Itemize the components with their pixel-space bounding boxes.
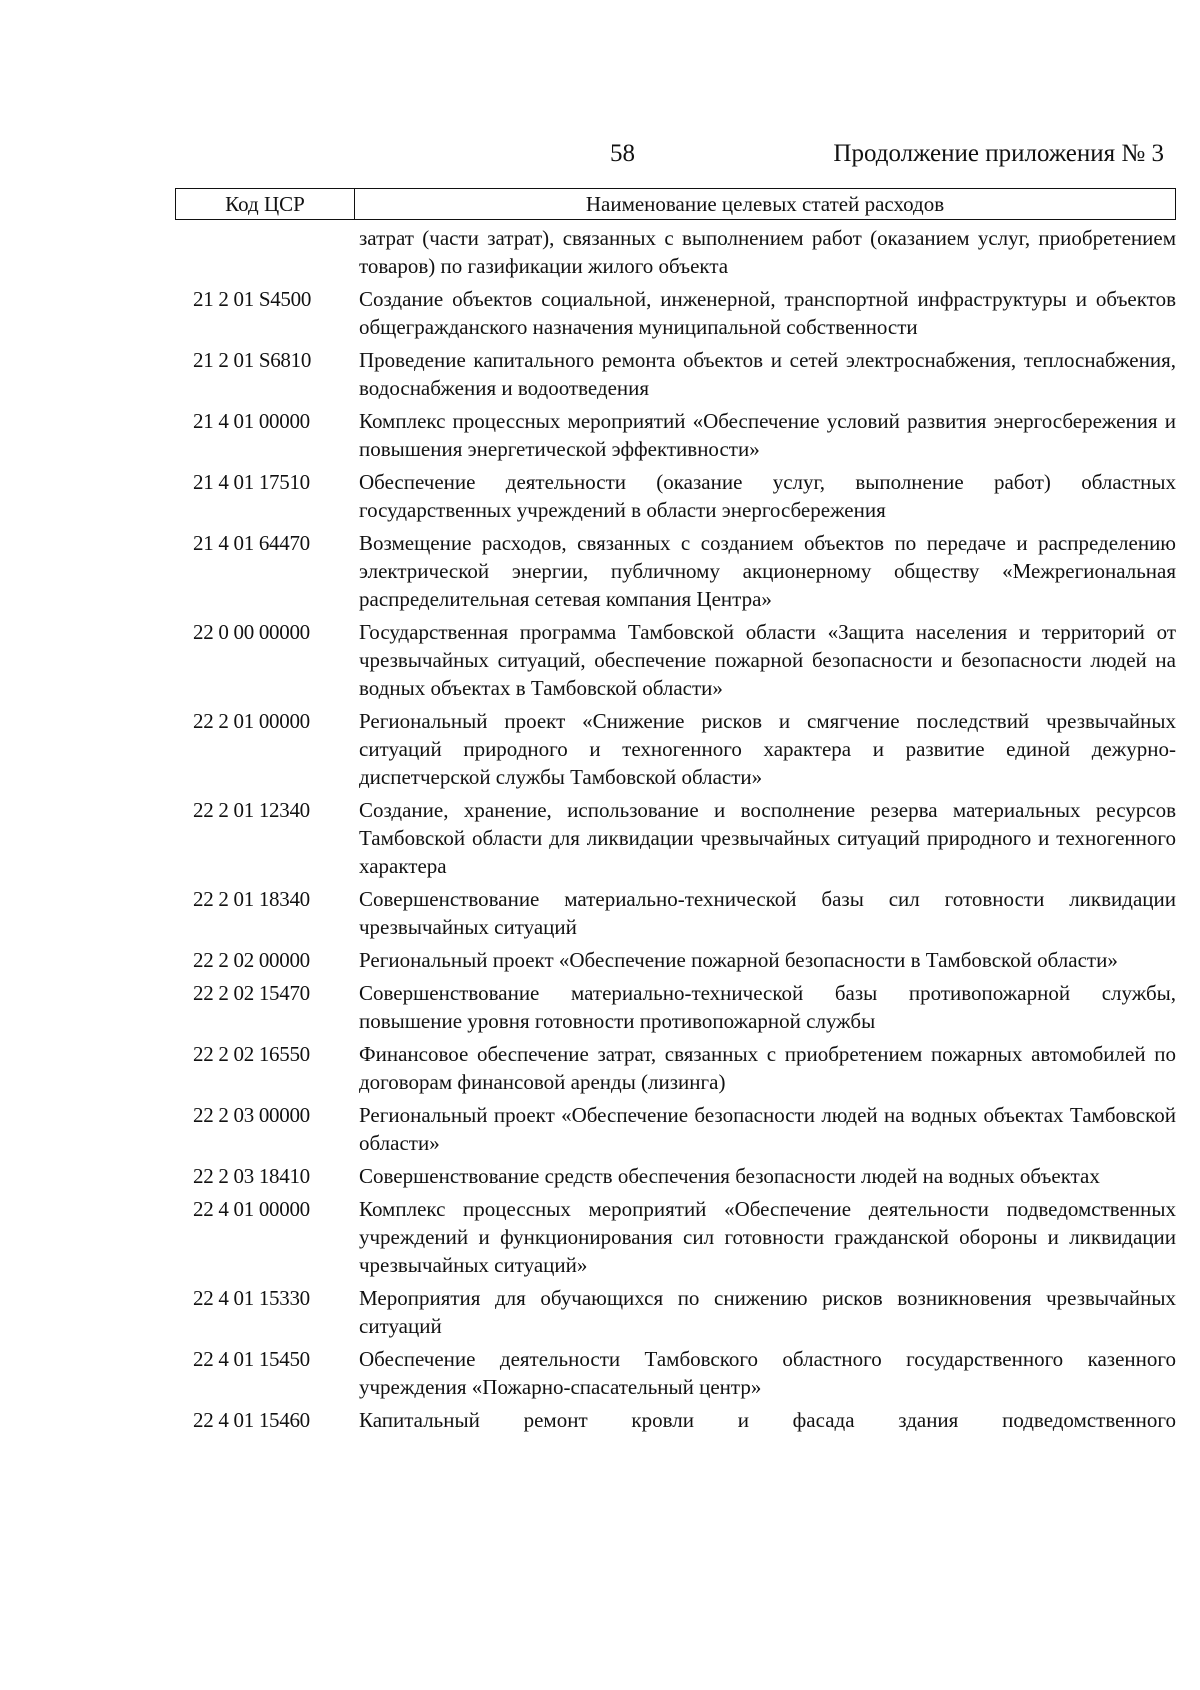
row-code: 22 4 01 00000 [193,1197,310,1221]
row-name: Обеспечение деятельности (оказание услуг, выполнение работ) областных государственных учреждений в области энергосбережения [359,470,1176,522]
page-header [0,140,1200,180]
row-code: 22 4 01 15450 [193,1347,310,1371]
table-row [175,1101,1176,1157]
table-row [175,979,1176,1035]
row-code: 22 2 02 00000 [193,948,310,972]
table-row [175,946,1176,974]
table-row [175,1162,1176,1190]
row-code: 22 2 01 12340 [193,798,310,822]
column-header-name: Наименование целевых статей расходов [585,192,945,216]
row-name: Проведение капитального ремонта объектов и сетей электроснабжения, теплоснабжения, водоснабжения и водоотведения [359,348,1176,400]
table-row [175,529,1176,613]
table-row [175,1406,1176,1434]
row-name: Региональный проект «Снижение рисков и смягчение последствий чрезвычайных ситуаций природного и техногенного характера и развитие единой дежурно-диспетчерской службы Тамбовской области» [359,709,1176,789]
table-row [175,346,1176,402]
table-row [175,285,1176,341]
table-row [175,1345,1176,1401]
table-row [175,224,1176,280]
row-name: Создание, хранение, использование и восполнение резерва материальных ресурсов Тамбовской области для ликвидации чрезвычайных ситуаций природного и техногенного характера [359,798,1176,878]
row-name: Комплекс процессных мероприятий «Обеспечение условий развития энергосбережения и повышения энергетической эффективности» [359,409,1176,461]
row-code: 22 2 02 15470 [193,981,310,1005]
row-code: 22 4 01 15460 [193,1408,310,1432]
appendix-continuation-note: Продолжение приложения № 3 [833,140,1164,167]
row-code: 21 2 01 S4500 [193,287,312,311]
row-name: Совершенствование материально-технической базы сил готовности ликвидации чрезвычайных ситуаций [359,887,1176,939]
row-name: Капитальный ремонт кровли и фасада здания подведомственного [359,1408,1176,1432]
row-name: затрат (части затрат), связанных с выполнением работ (оказанием услуг, приобретением товаров) по газификации жилого объекта [359,226,1176,278]
table-row [175,885,1176,941]
row-code: 21 2 01 S6810 [193,348,312,372]
row-name: Региональный проект «Обеспечение пожарной безопасности в Тамбовской области» [359,948,1118,972]
table-row [175,618,1176,702]
row-code: 22 2 03 18410 [193,1164,310,1188]
row-name: Возмещение расходов, связанных с созданием объектов по передаче и распределению электрической энергии, публичному акционерному обществу «Межрегиональная распределительная сетевая компания Центра» [359,531,1176,611]
row-code: 22 2 01 18340 [193,887,310,911]
row-code [175,224,353,280]
table-row [175,1040,1176,1096]
row-code: 21 4 01 64470 [193,531,310,555]
row-code: 22 4 01 15330 [193,1286,310,1310]
table-row [175,1195,1176,1279]
row-name: Мероприятия для обучающихся по снижению рисков возникновения чрезвычайных ситуаций [359,1286,1176,1338]
table-body [175,224,1176,1439]
row-name: Региональный проект «Обеспечение безопасности людей на водных объектах Тамбовской области» [359,1103,1176,1155]
row-name: Совершенствование средств обеспечения безопасности людей на водных объектах [359,1164,1100,1188]
table-row [175,468,1176,524]
row-code: 22 2 03 00000 [193,1103,310,1127]
row-name: Совершенствование материально-технической базы противопожарной службы, повышение уровня готовности противопожарной службы [359,981,1176,1033]
column-header-code: Код ЦСР [176,189,355,219]
row-code: 22 2 02 16550 [193,1042,310,1066]
table-row [175,707,1176,791]
row-code: 22 2 01 00000 [193,709,310,733]
table-row [175,796,1176,880]
row-code: 21 4 01 17510 [193,470,310,494]
row-name: Обеспечение деятельности Тамбовского областного государственного казенного учреждения «Пожарно-спасательный центр» [359,1347,1176,1399]
row-code: 22 0 00 00000 [193,620,310,644]
table-header [175,188,1176,220]
row-name: Государственная программа Тамбовской области «Защита населения и территорий от чрезвычайных ситуаций, обеспечение пожарной безопасности и безопасности людей на водных объектах в Тамбовской области» [359,620,1176,700]
table-row [175,1284,1176,1340]
page-number: 58 [610,140,635,167]
row-name: Финансовое обеспечение затрат, связанных с приобретением пожарных автомобилей по договорам финансовой аренды (лизинга) [359,1042,1176,1094]
row-code: 21 4 01 00000 [193,409,310,433]
table-row [175,407,1176,463]
row-name: Комплекс процессных мероприятий «Обеспечение деятельности подведомственных учреждений и функционирования сил готовности гражданской обороны и ликвидации чрезвычайных ситуаций» [359,1197,1176,1277]
row-name: Создание объектов социальной, инженерной, транспортной инфраструктуры и объектов общегражданского назначения муниципальной собственности [359,287,1176,339]
